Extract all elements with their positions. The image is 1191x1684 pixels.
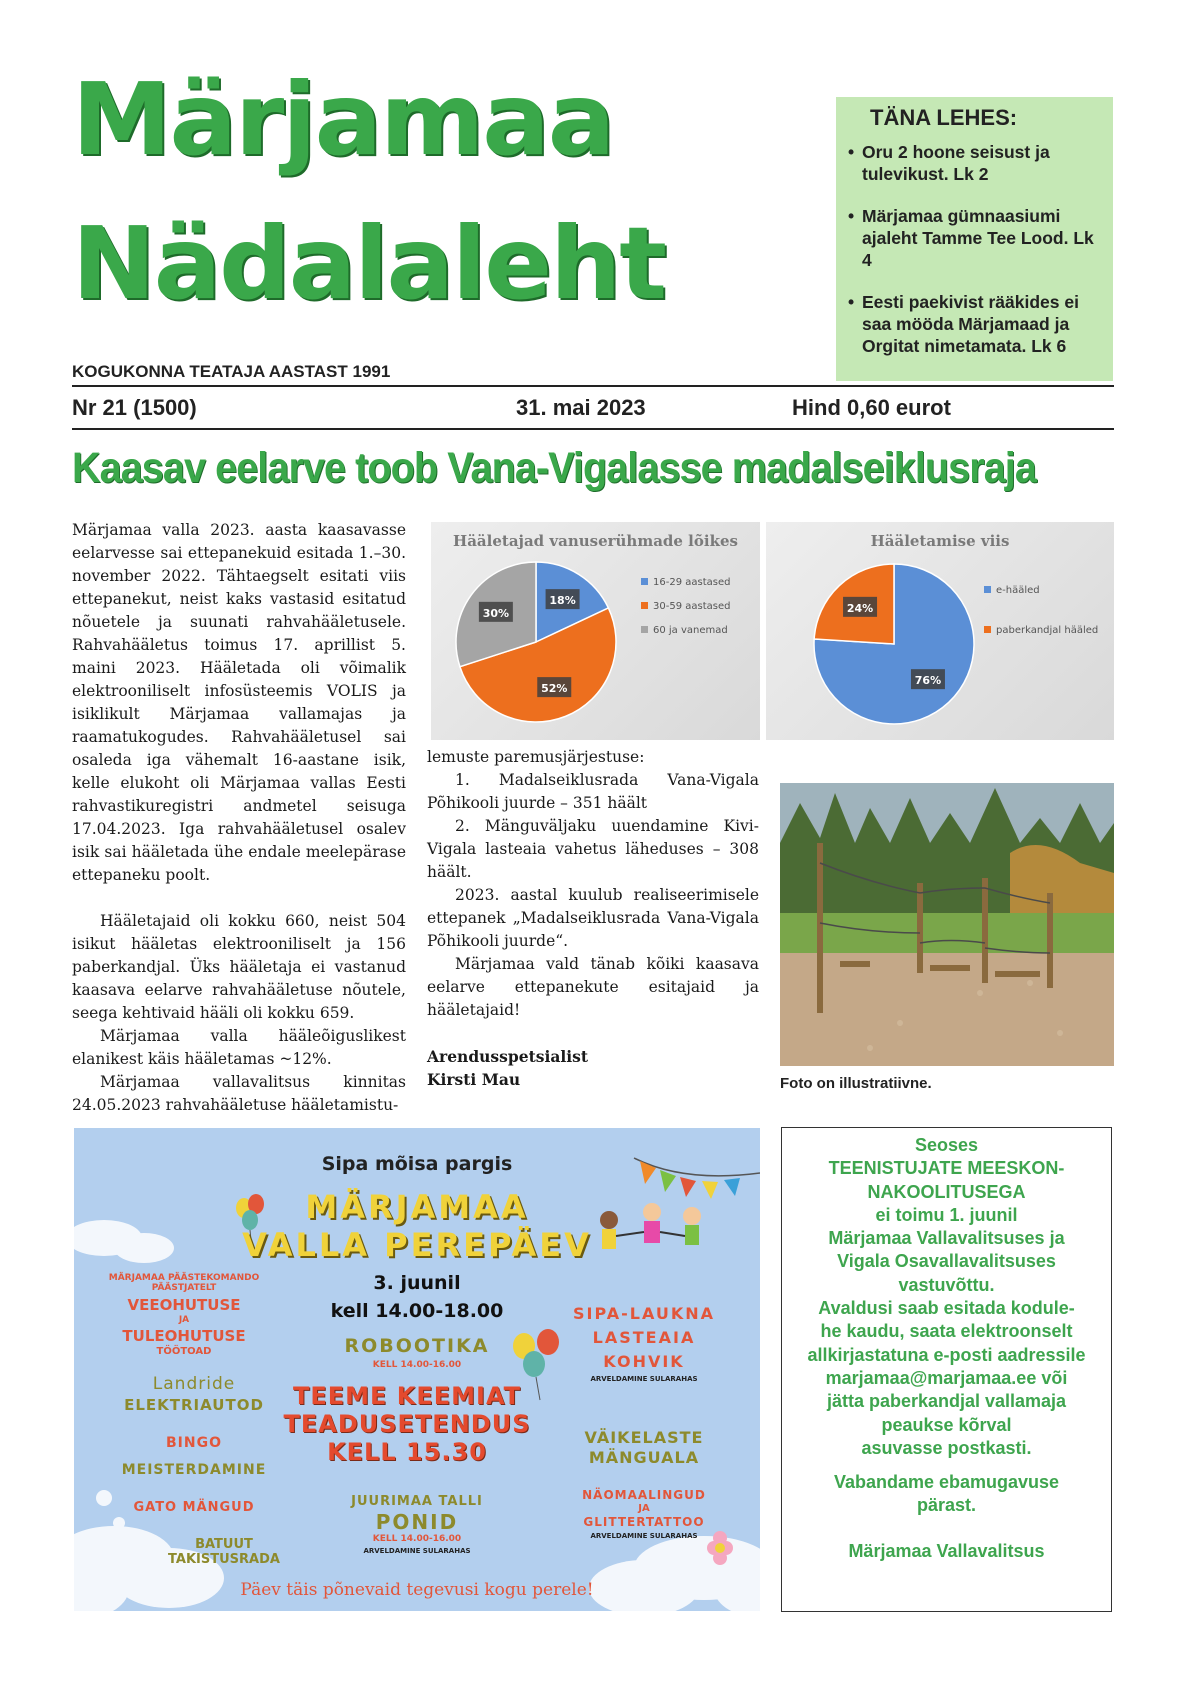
poster-payment-note: ARVELDAMINE SULARAHAS [590,1375,698,1383]
poster-activity: JA [638,1503,650,1514]
chart-title: Hääletajad vanuserühmade lõikes [453,532,738,550]
data-label: 24% [846,601,874,615]
article-headline: Kaasav eelarve toob Vana-Vigalasse madalseiklusraja [72,444,1036,492]
poster-activity: SIPA-LAUKNA [572,1304,715,1323]
masthead-title-line1: Märjamaa [72,61,614,178]
notice-line: allkirjastatuna e-posti aadressile [807,1344,1086,1365]
poster-date: 3. juunil [373,1272,461,1294]
poster-footer: Päev täis põnevaid tegevusi kogu perele! [240,1580,594,1600]
notice-email[interactable]: marjamaa@marjamaa.ee või [825,1367,1068,1388]
legend-swatch [984,626,991,633]
poster-activity: NÄOMAALINGUD [582,1488,706,1502]
poster-activity: JA [178,1315,190,1325]
article-paragraph: Märjamaa valla 2023. aasta kaasavasse eelarvesse sai ettepanekuid esitada 1.–30. november 2022. Tähtaegselt esitati viis ettepanekut, neist kaks vastasid esitatud nõuetele ja suunati rahvahääletusele. Rahvahääletus toimus 17. aprillist 5. maini 2023. Hääletada oli võimalik elektrooniliselt infosüsteemis VOLIS ja isiklikult Märjamaa vallamajas ja raamatukogudes. Rahvahääletusel sai osaleda iga vähemalt 16-aastane isik, kelle elukoht oli Märjamaa vallas Eesti rahvastikuregistri andmetel seisuga 17.04.2023. Iga rahvahääletusel osalev isik sai hääletada ühe endale meelepärase ettepaneku poolt. [72,521,406,884]
legend-label: 60 ja vanemad [653,625,728,636]
toc-item[interactable]: • Eesti paekivist rääkides ei saa mööda Märjamaad ja Orgitat nimetamata. Lk 6 [850,291,1099,357]
pie-chart-svg [766,522,1114,740]
notice-line: NAKOOLITUSEGA [867,1181,1026,1202]
issue-info-row [72,395,1114,425]
office-closure-notice [781,1127,1112,1612]
legend-swatch [641,626,648,633]
article-paragraph: 2023. aastal kuulub realiseerimisele ettepanek „Madalseiklusrada Vana-Vigala Põhikooli juurde“. [427,886,759,950]
data-label: 18% [549,594,576,608]
data-label: 30% [482,606,510,620]
notice-line: jätta paberkandjal vallamaja [826,1391,1067,1412]
poster-payment-note: ARVELDAMINE SULARAHAS [590,1532,698,1540]
legend-swatch [984,586,991,593]
poster-activity: VEEOHUTUSE [127,1296,241,1314]
poster-activity: TAKISTUSRADA [168,1552,280,1567]
notice-line: Avaldusi saab esitada kodule- [818,1298,1075,1319]
poster-rescue-team: MÄRJAMAA PÄÄSTEKOMANDO PÄÄSTJATELT [108,1273,260,1293]
article-column-2 [427,746,759,1091]
notice-signature: Märjamaa Vallavalitsus [848,1540,1045,1561]
poster-title-line2: VALLA PEREPÄEV [242,1226,592,1264]
poster-activity: TEADUSETENDUS [283,1410,531,1438]
notice-line: he kaudu, saata elektroonselt [820,1321,1073,1342]
poster-activity: PONID [375,1510,459,1534]
poster-activity: KOHVIK [603,1352,685,1371]
in-this-issue-box [836,97,1113,381]
data-label: 52% [541,682,568,696]
author-role: Arendusspetsialist [427,1047,589,1066]
poster-time: kell 14.00-18.00 [330,1300,504,1322]
notice-line: peaukse kõrval [881,1414,1012,1435]
notice-line: vastuvõttu. [898,1274,995,1295]
legend-label: 30-59 aastased [653,601,731,612]
divider [72,385,1114,387]
poster-activity: TEEME KEEMIAT [292,1382,522,1410]
family-day-poster [74,1128,760,1611]
article-paragraph: Märjamaa vallavalitsus kinnitas 24.05.2023 rahvahääletuse hääletamistu- [72,1073,406,1114]
article-paragraph: Hääletajaid oli kokku 660, neist 504 isikut hääletas elektrooniliselt ja 156 paberkandjal. Üks hääletaja ei vastanud kaasava eelarve rahvahääletuse nõutele, seega kehtivaid hääli oli kokku 659. [72,912,406,1022]
poster-activity: LASTEAIA [592,1328,696,1347]
legend-label: paberkandjal hääled [996,625,1099,636]
pie-chart-voting-method [766,522,1114,740]
chart-title: Hääletamise viis [870,532,1010,550]
notice-line: ei toimu 1. juunil [875,1204,1018,1225]
photo-caption: Foto on illustratiivne. [780,1075,932,1092]
notice-line: Seoses [914,1135,979,1155]
poster-activity: ELEKTRIAUTOD [124,1396,264,1414]
issue-number: Nr 21 (1500) [72,395,197,420]
list-item: 1. Madalseiklusrada Vana-Vigala Põhikooli juurde – 351 häält [427,771,759,812]
notice-apology: Vabandame ebamugavuse [833,1472,1060,1493]
notice-line: TEENISTUJATE MEESKON- [828,1158,1065,1179]
playground-photo [780,783,1114,1066]
legend-swatch [641,602,648,609]
masthead-tagline: KOGUKONNA TEATAJA AASTAST 1991 [72,362,391,381]
article-paragraph: Märjamaa valla hääleõiguslikest elanikest käis hääletamas ~12%. [72,1027,406,1068]
playground-illustration [780,783,1114,1066]
masthead-title-line2: Nädalaleht [72,205,666,322]
poster-activity: BATUUT [195,1537,253,1552]
article-paragraph: lemuste paremusjärjestuse: [427,748,645,766]
divider [72,428,1114,430]
pie-chart-age-groups [431,522,760,740]
toc-item[interactable]: • Oru 2 hoone seisust ja tulevikust. Lk 2 [850,141,1099,185]
data-label: 76% [914,674,942,688]
notice-line: Vigala Osavallavalitsuses [837,1251,1056,1272]
issue-price: Hind 0,60 eurot [792,395,951,420]
author-name: Kirsti Mau [427,1070,521,1089]
poster-activity: TÖÖTOAD [156,1346,212,1357]
legend-label: e-hääled [996,585,1040,596]
article-paragraph: Märjamaa vald tänab kõiki kaasava eelarve ettepanekute esitajaid ja hääletajaid! [427,955,759,1019]
poster-activity: ROBOOTIKA [344,1335,490,1357]
poster-payment-note: ARVELDAMINE SULARAHAS [363,1547,471,1555]
issue-date: 31. mai 2023 [516,395,646,420]
poster-activity: MEISTERDAMINE [121,1462,267,1478]
poster-activity: GATO MÄNGUD [133,1500,255,1515]
poster-activity: BINGO [166,1435,222,1451]
notice-apology: pärast. [916,1495,977,1516]
poster-activity: KELL 15.30 [327,1438,487,1466]
notice-line: Märjamaa Vallavalitsuses ja [828,1228,1065,1249]
legend-label: 16-29 aastased [653,577,731,588]
poster-title-line1: MÄRJAMAA [305,1188,529,1226]
poster-activity: TULEOHUTUSE [122,1327,246,1345]
article-column-1 [72,519,406,1117]
poster-activity: Landride [152,1374,236,1394]
poster-activity-time: KELL 14.00-16.00 [372,1534,462,1544]
pie-chart-svg [431,522,760,740]
notice-line: asuvasse postkasti. [861,1437,1032,1458]
legend-swatch [641,578,648,585]
poster-activity: JUURIMAA TALLI [351,1494,483,1509]
poster-activity: MÄNGUALA [588,1448,700,1467]
poster-venue: Sipa mõisa pargis [321,1153,513,1175]
poster-activity: VÄIKELASTE [584,1428,704,1447]
poster-activity-time: KELL 14.00-16.00 [372,1360,462,1370]
poster-activity: GLITTERTATTOO [583,1515,705,1529]
toc-item[interactable]: • Märjamaa gümnaasiumi ajaleht Tamme Tee Lood. Lk 4 [850,205,1099,271]
toc-title: TÄNA LEHES: [870,105,1018,130]
list-item: 2. Mänguväljaku uuendamine Kivi-Vigala lasteaia vahetus läheduses – 308 häält. [427,817,759,881]
